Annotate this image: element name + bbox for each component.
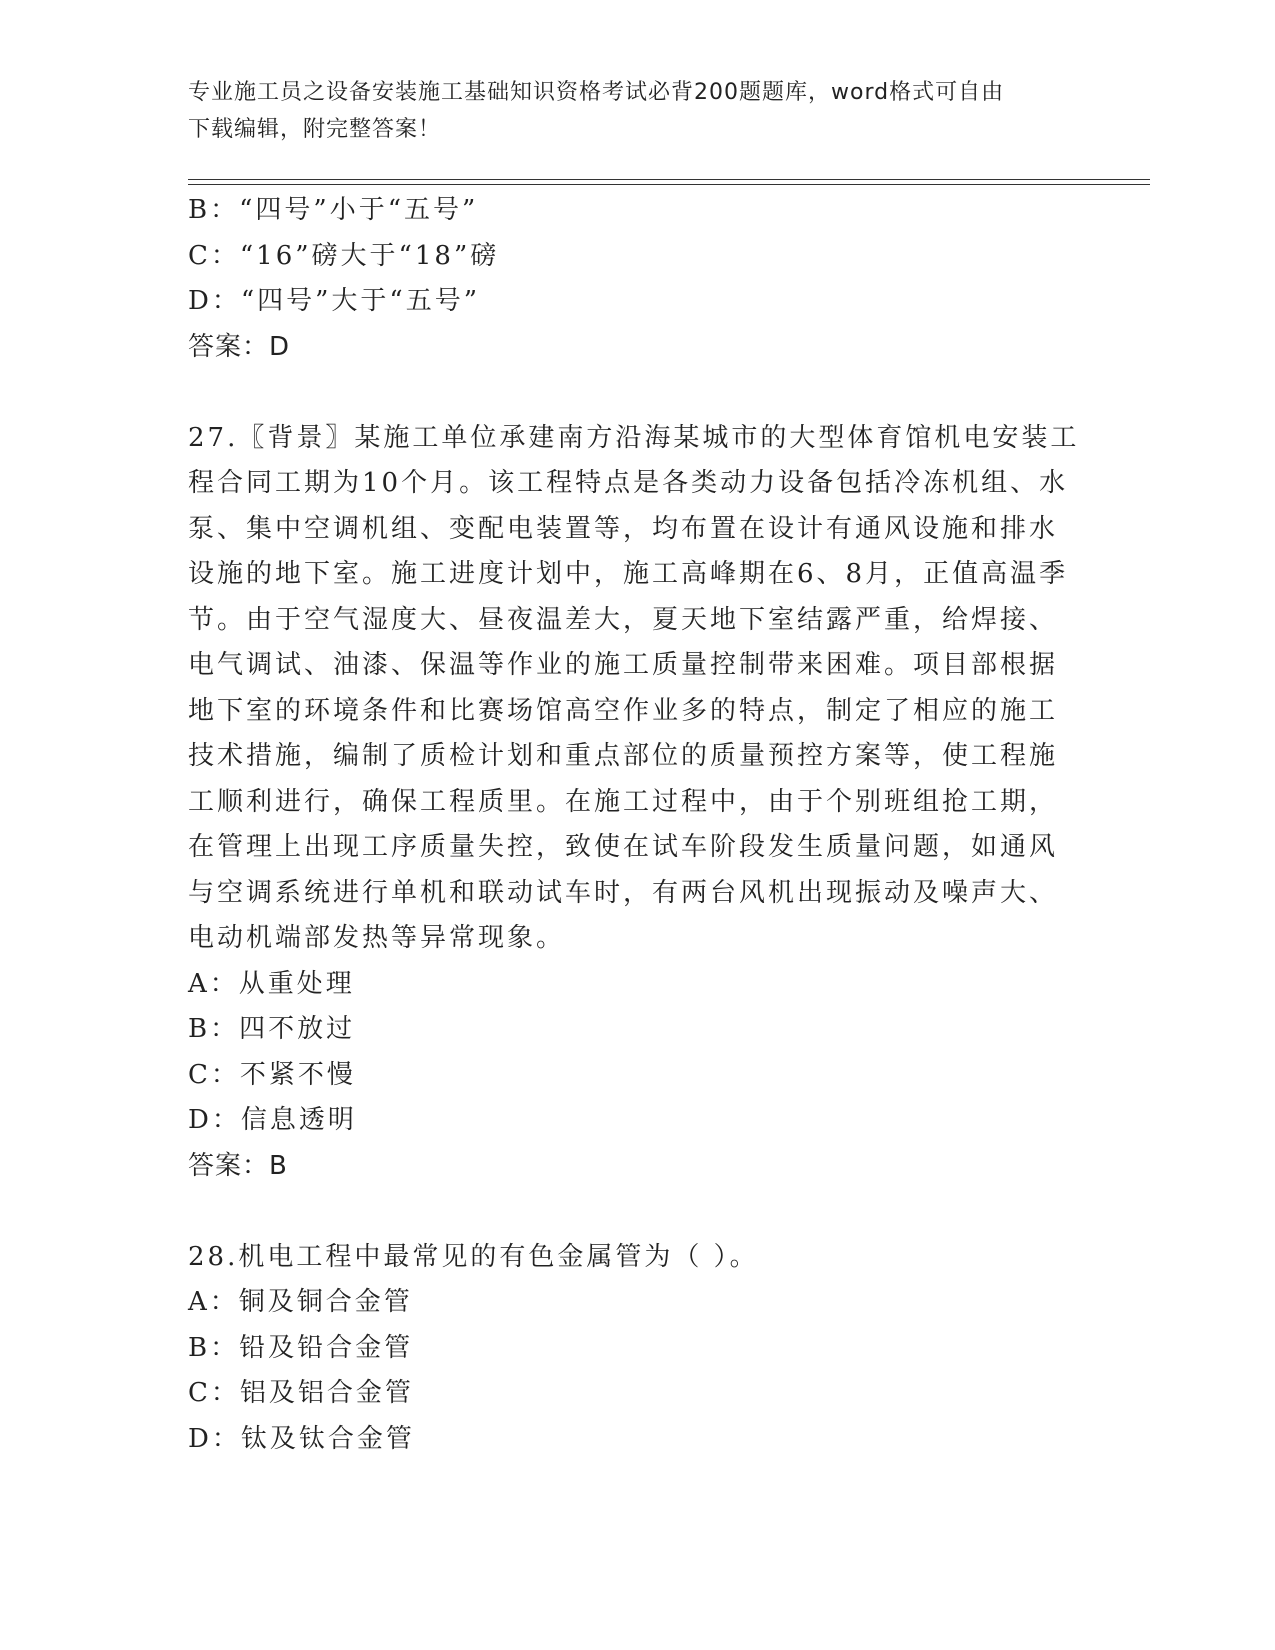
header-line-2: 下载编辑，附完整答案！ [188, 117, 442, 142]
question-27 [188, 416, 1088, 1190]
q26-option-d: D：“四号”大于“五号” [188, 286, 481, 316]
q27-text-line: 在管理上出现工序质量失控，致使在试车阶段发生质量问题，如通风 [188, 832, 1059, 862]
document-body [188, 188, 1088, 1462]
q27-text-line: 工顺利进行，确保工程质里。在施工过程中，由于个别班组抢工期， [188, 786, 1059, 817]
q28-question-text: 28.机电工程中最常见的有色金属管为（ ）。 [188, 1241, 759, 1272]
q27-option-d: D：信息透明 [188, 1105, 357, 1135]
q28-option-a: A：铜及铜合金管 [188, 1287, 413, 1317]
document-header [188, 74, 1088, 148]
q27-text-line: 技术措施，编制了质检计划和重点部位的质量预控方案等，使工程施 [188, 741, 1059, 771]
q26-option-c: C：“16”磅大于“18”磅 [188, 240, 500, 271]
q27-option-a: A：从重处理 [188, 968, 355, 999]
header-divider-bottom [188, 184, 1150, 185]
q28-option-b: B：铅及铅合金管 [188, 1332, 414, 1363]
q27-text-line: 与空调系统进行单机和联动试车时，有两台风机出现振动及噪声大、 [188, 877, 1059, 908]
q27-text-line: 程合同工期为10个月。该工程特点是各类动力设备包括冷冻机组、水 [188, 468, 1069, 498]
q27-answer: 答案：B [188, 1150, 288, 1181]
header-line-1: 专业施工员之设备安装施工基础知识资格考试必背200题题库，word格式可自由 [188, 80, 1005, 105]
q27-option-c: C：不紧不慢 [188, 1059, 356, 1090]
q27-text-line: 地下室的环境条件和比赛场馆高空作业多的特点，制定了相应的施工 [188, 695, 1059, 726]
header-divider-top [188, 179, 1150, 180]
spacer [188, 370, 1088, 416]
q27-text-line: 电气调试、油漆、保温等作业的施工质量控制带来困难。项目部根据 [188, 650, 1059, 680]
spacer [188, 1189, 1088, 1235]
question-28 [188, 1235, 1088, 1463]
q28-option-d: D：钛及钛合金管 [188, 1423, 415, 1454]
q28-option-c: C：铝及铝合金管 [188, 1378, 414, 1408]
q26-option-b: B：“四号”小于“五号” [188, 195, 479, 225]
q27-text-line: 设施的地下室。施工进度计划中，施工高峰期在6、8月，正值高温季 [188, 559, 1069, 589]
q27-text-line: 电动机端部发热等异常现象。 [188, 923, 566, 953]
question-26 [188, 188, 1088, 370]
q27-option-b: B：四不放过 [188, 1014, 356, 1044]
q27-text-line: 节。由于空气湿度大、昼夜温差大，夏天地下室结露严重，给焊接、 [188, 604, 1059, 635]
q27-text-line: 27.〖背景〗某施工单位承建南方沿海某城市的大型体育馆机电安装工 [188, 422, 1080, 453]
q26-answer: 答案：D [188, 331, 291, 362]
q27-text-line: 泵、集中空调机组、变配电装置等，均布置在设计有通风设施和排水 [188, 513, 1059, 544]
